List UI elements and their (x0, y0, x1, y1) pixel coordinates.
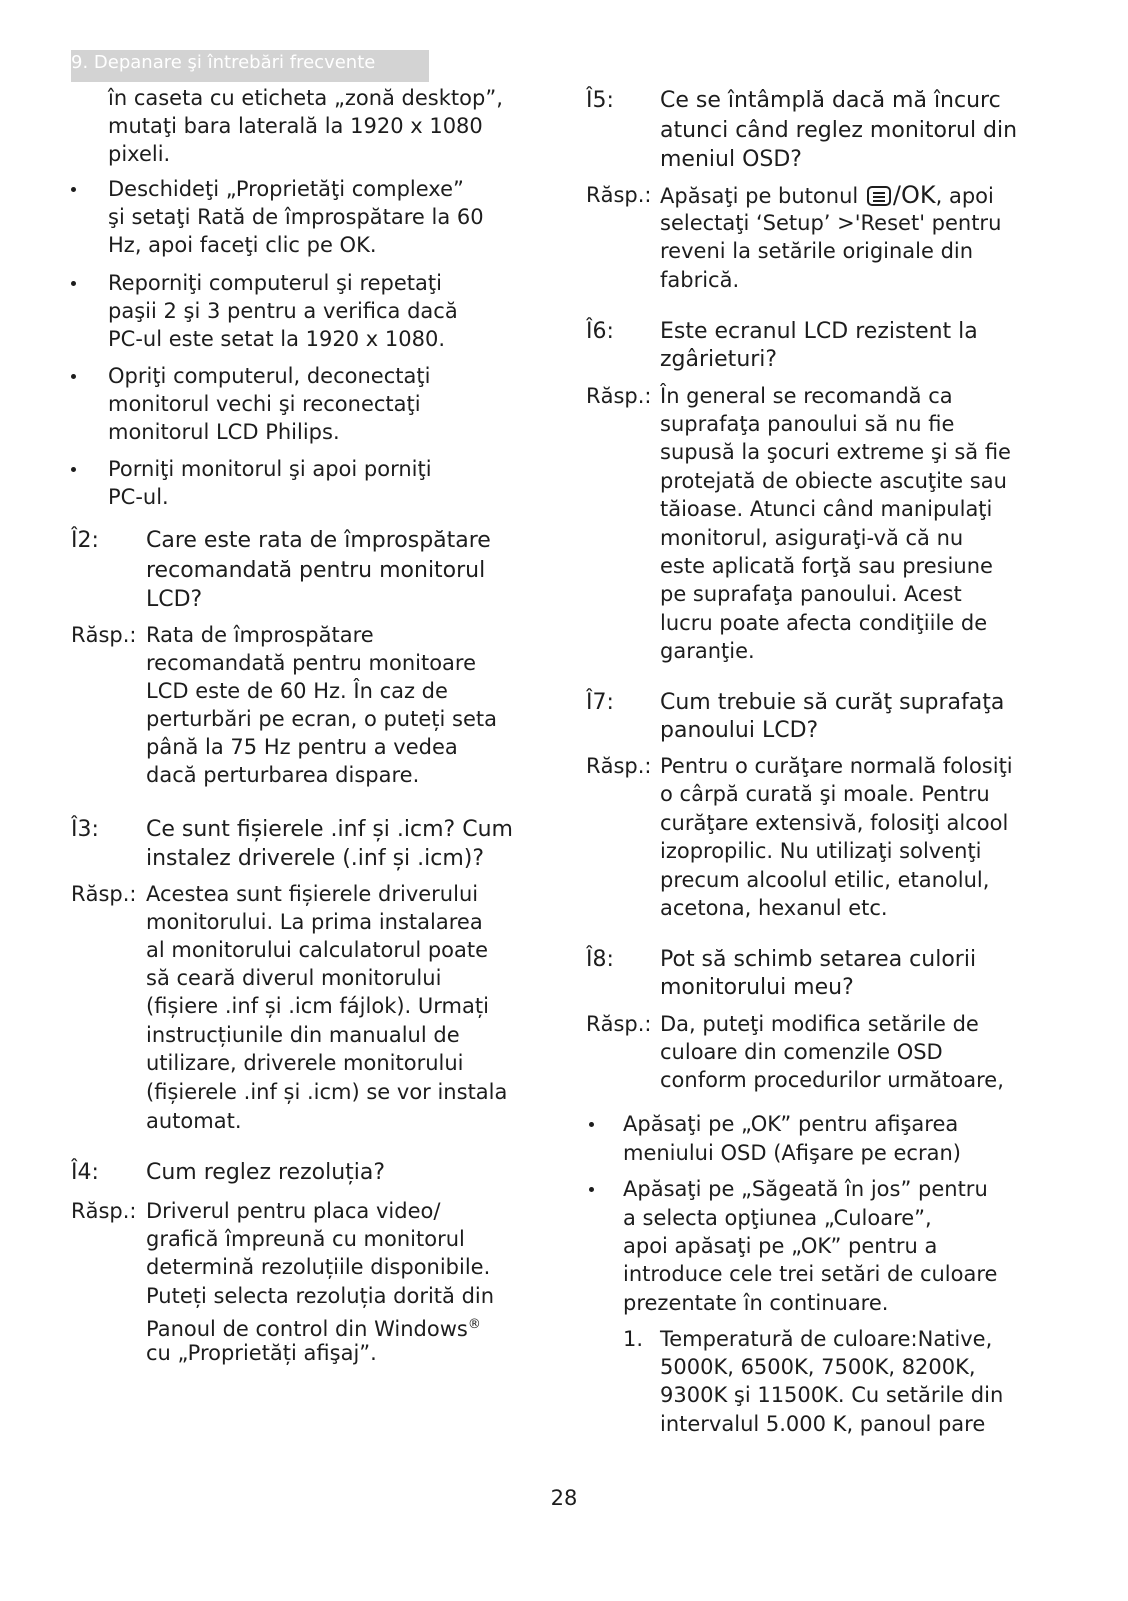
answer-line: perturbări pe ecran, o puteți seta (146, 707, 497, 731)
answer-line: instrucțiunile din manualul de (146, 1023, 460, 1047)
answer-line: (fișierele .inf și .icm) se vor instala (146, 1080, 508, 1104)
list-item-line: Deschideţi „Proprietăţi complexe” (108, 177, 464, 201)
registered-mark: ® (467, 1317, 481, 1332)
section-title: 9. Depanare şi întrebări frecvente (71, 52, 376, 73)
list-item-line: Porniţi monitorul şi apoi porniţi (108, 457, 432, 481)
list-item-line: introduce cele trei setări de culoare (623, 1262, 998, 1286)
answer-line: recomandată pentru monitoare (146, 651, 477, 675)
text-line: mutaţi bara laterală la 1920 x 1080 (108, 114, 483, 138)
answer-line: lucru poate afecta condiţiile de (660, 611, 988, 635)
list-item-line: PC-ul. (108, 485, 169, 509)
list-item-line: Hz, apoi faceţi clic pe OK. (108, 233, 377, 257)
bullet-icon (71, 374, 76, 379)
question-line: panoului LCD? (660, 718, 819, 743)
bullet-icon (589, 1122, 594, 1127)
answer-line: Pentru o curăţare normală folosiţi (660, 754, 1013, 778)
list-item-line: PC-ul este setat la 1920 x 1080. (108, 327, 446, 351)
list-item-line: paşii 2 şi 3 pentru a verifica dacă (108, 299, 458, 323)
list-item-line: 5000K, 6500K, 7500K, 8200K, (660, 1355, 976, 1379)
question-label: Î5: (586, 88, 614, 113)
answer-line: Acestea sunt fișierele driverului (146, 882, 479, 906)
question-line: Pot să schimb setarea culorii (660, 947, 977, 972)
answer-line: al monitorului calculatorul poate (146, 938, 489, 962)
page-number: 28 (550, 1486, 578, 1510)
list-item-line: 9300K şi 11500K. Cu setările din (660, 1383, 1004, 1407)
list-number: 1. (623, 1327, 644, 1351)
question-label: Î3: (71, 817, 99, 842)
answer-line: monitorul, asiguraţi-vă că nu (660, 526, 964, 550)
answer-line: (fișiere .inf și .icm fájlok). Urmați (146, 994, 489, 1018)
answer-line: În general se recomandă ca (660, 384, 953, 408)
question-line: recomandată pentru monitorul (146, 558, 486, 583)
answer-line: grafică împreună cu monitorul (146, 1227, 465, 1251)
answer-line: să ceară diverul monitorului (146, 966, 442, 990)
answer-line (146, 1310, 481, 1339)
answer-text: , apoi (935, 184, 994, 208)
answer-line: supusă la şocuri extreme şi să fie (660, 440, 1011, 464)
question-line: Care este rata de împrospătare (146, 528, 491, 553)
answer-line: o cârpă curată şi moale. Pentru (660, 782, 990, 806)
answer-line: fabrică. (660, 268, 740, 292)
list-item-line: Apăsaţi pe „OK” pentru afişarea (623, 1112, 959, 1136)
answer-line: dacă perturbarea dispare. (146, 763, 420, 787)
answer-line: Puteți selecta rezoluția dorită din (146, 1284, 495, 1308)
list-item-line: şi setaţi Rată de împrospătare la 60 (108, 205, 484, 229)
answer-line (660, 181, 994, 210)
answer-line: Rata de împrospătare (146, 623, 374, 647)
answer-label: Răsp.: (71, 1199, 137, 1223)
question-line: Ce se întâmplă dacă mă încurc (660, 88, 1001, 113)
question-line: Cum trebuie să curăţ suprafaţa (660, 690, 1005, 715)
question-label: Î4: (71, 1160, 99, 1185)
answer-line: Da, puteţi modifica setările de (660, 1012, 979, 1036)
bullet-icon (71, 187, 76, 192)
answer-line: utilizare, driverele monitorului (146, 1051, 464, 1075)
answer-line: garanţie. (660, 639, 755, 663)
answer-line: reveni la setările originale din (660, 239, 974, 263)
bullet-icon (71, 281, 76, 286)
answer-line: selectaţi ‘Setup’ >'Reset' pentru (660, 211, 1002, 235)
answer-line: conform procedurilor următoare, (660, 1068, 1004, 1092)
answer-line: LCD este de 60 Hz. În caz de (146, 679, 448, 703)
list-item-line: prezentate în continuare. (623, 1291, 889, 1315)
list-item-line: Apăsaţi pe „Săgeată în jos” pentru (623, 1177, 988, 1201)
ok-button-glyph: /OK (892, 181, 936, 209)
question-line: Cum reglez rezoluția? (146, 1160, 386, 1185)
answer-line: monitorului. La prima instalarea (146, 910, 483, 934)
answer-text: Apăsaţi pe butonul (660, 184, 859, 208)
answer-line: determină rezoluțiile disponibile. (146, 1255, 491, 1279)
text-line: pixeli. (108, 142, 171, 166)
answer-line: cu „Proprietăți afişaj”. (146, 1341, 377, 1365)
answer-line: protejată de obiecte ascuţite sau (660, 469, 1007, 493)
question-line: atunci când reglez monitorul din (660, 118, 1018, 143)
answer-line: curăţare extensivă, folosiţi alcool (660, 811, 1009, 835)
list-item-line: a selecta opţiunea „Culoare”, (623, 1206, 932, 1230)
list-item-line: monitorul vechi şi reconectaţi (108, 392, 421, 416)
text-line: în caseta cu eticheta „zonă desktop”, (108, 86, 503, 110)
question-line: LCD? (146, 587, 203, 612)
answer-line: suprafaţa panoului să nu fie (660, 412, 955, 436)
question-line: Ce sunt fișierele .inf și .icm? Cum (146, 817, 513, 842)
list-item-line: Reporniţi computerul şi repetaţi (108, 271, 442, 295)
menu-button-icon (867, 186, 891, 206)
answer-label: Răsp.: (586, 384, 652, 408)
list-item-line: Opriţi computerul, deconectaţi (108, 364, 431, 388)
answer-label: Răsp.: (586, 183, 652, 207)
answer-line: precum alcoolul etilic, etanolul, (660, 868, 990, 892)
question-line: monitorului meu? (660, 975, 854, 1000)
answer-label: Răsp.: (71, 623, 137, 647)
answer-line: tăioase. Atunci când manipulaţi (660, 497, 993, 521)
question-line: instalez driverele (.inf și .icm)? (146, 846, 485, 871)
question-label: Î6: (586, 319, 614, 344)
answer-text: Panoul de control din Windows (146, 1317, 468, 1341)
question-label: Î7: (586, 690, 614, 715)
answer-line: acetona, hexanul etc. (660, 896, 888, 920)
answer-line: pe suprafaţa panoului. Acest (660, 582, 962, 606)
answer-line: automat. (146, 1109, 242, 1133)
list-item-line: intervalul 5.000 K, panoul pare (660, 1412, 986, 1436)
answer-line: până la 75 Hz pentru a vedea (146, 735, 458, 759)
answer-line: izopropilic. Nu utilizaţi solvenţi (660, 839, 982, 863)
question-label: Î2: (71, 528, 99, 553)
bullet-icon (71, 467, 76, 472)
answer-label: Răsp.: (586, 1012, 652, 1036)
section-header (71, 50, 429, 82)
answer-line: Driverul pentru placa video/ (146, 1199, 441, 1223)
answer-label: Răsp.: (71, 882, 137, 906)
question-line: Este ecranul LCD rezistent la (660, 319, 978, 344)
list-item-line: monitorul LCD Philips. (108, 420, 340, 444)
question-label: Î8: (586, 947, 614, 972)
list-item-line: apoi apăsaţi pe „OK” pentru a (623, 1234, 938, 1258)
answer-label: Răsp.: (586, 754, 652, 778)
list-item-line: Temperatură de culoare:Native, (660, 1327, 993, 1351)
list-item-line: meniului OSD (Afişare pe ecran) (623, 1141, 961, 1165)
answer-line: culoare din comenzile OSD (660, 1040, 943, 1064)
bullet-icon (589, 1187, 594, 1192)
answer-line: este aplicată forţă sau presiune (660, 554, 993, 578)
question-line: meniul OSD? (660, 147, 802, 172)
question-line: zgârieturi? (660, 347, 778, 372)
